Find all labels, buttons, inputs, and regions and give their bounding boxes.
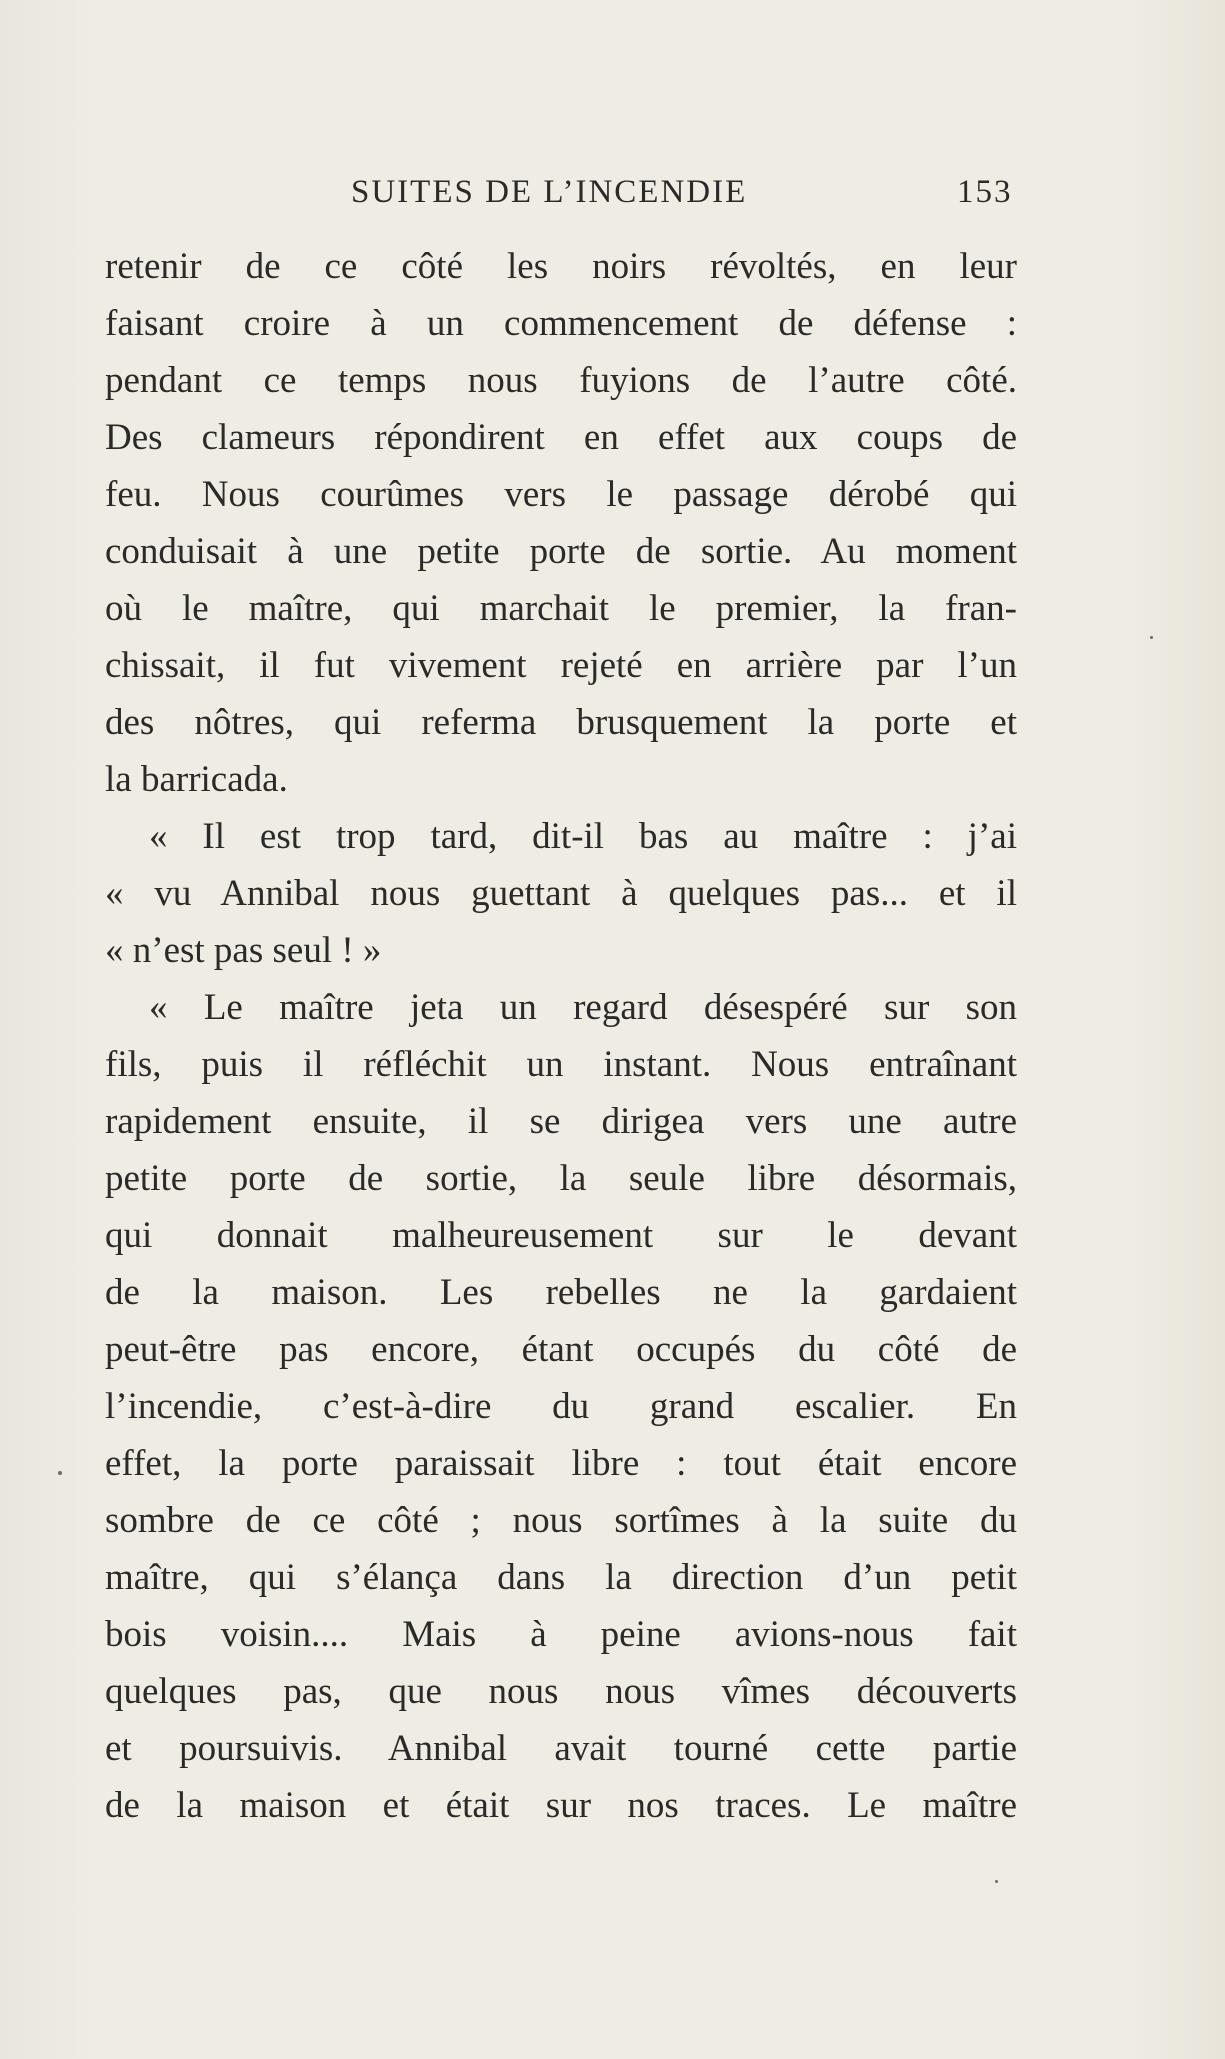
text-line: fils, puis il réfléchit un instant. Nous entraînant — [105, 1044, 1017, 1085]
text-line: où le maître, qui marchait le premier, la fran- — [105, 588, 1017, 629]
text-line: maître, qui s’élança dans la direction d’un petit — [105, 1557, 1017, 1598]
text-line: de la maison. Les rebelles ne la gardaient — [105, 1272, 1017, 1313]
running-title: SUITES DE L’INCENDIE — [351, 174, 748, 210]
body-text — [105, 238, 1017, 1834]
text-line: de la maison et était sur nos traces. Le maître — [105, 1785, 1017, 1826]
text-line: effet, la porte paraissait libre : tout était encore — [105, 1443, 1017, 1484]
text-line: Des clameurs répondirent en effet aux coups de — [105, 417, 1017, 458]
text-line: faisant croire à un commencement de défense : — [105, 303, 1017, 344]
text-line: rapidement ensuite, il se dirigea vers une autre — [105, 1101, 1017, 1142]
text-line: bois voisin.... Mais à peine avions-nous fait — [105, 1614, 1017, 1655]
text-line: qui donnait malheureusement sur le devant — [105, 1215, 1017, 1256]
text-line: conduisait à une petite porte de sortie. Au moment — [105, 531, 1017, 572]
text-line: l’incendie, c’est-à-dire du grand escalier. En — [105, 1386, 1017, 1427]
text-line: « Il est trop tard, dit-il bas au maître : j’ai — [149, 816, 1017, 857]
running-header — [0, 174, 1225, 224]
text-line: peut-être pas encore, étant occupés du côté de — [105, 1329, 1017, 1370]
paper-speck — [58, 1471, 62, 1475]
text-line: petite porte de sortie, la seule libre désormais, — [105, 1158, 1017, 1199]
paper-speck — [995, 1880, 998, 1883]
text-line: sombre de ce côté ; nous sortîmes à la suite du — [105, 1500, 1017, 1541]
text-line: « n’est pas seul ! » — [105, 930, 382, 971]
text-line: « vu Annibal nous guettant à quelques pas... et il — [105, 873, 1017, 914]
text-line: et poursuivis. Annibal avait tourné cette partie — [105, 1728, 1017, 1769]
text-line: feu. Nous courûmes vers le passage dérobé qui — [105, 474, 1017, 515]
paper-speck — [1150, 636, 1153, 639]
text-line: retenir de ce côté les noirs révoltés, en leur — [105, 246, 1017, 287]
text-line: « Le maître jeta un regard désespéré sur son — [149, 987, 1017, 1028]
text-line: pendant ce temps nous fuyions de l’autre côté. — [105, 360, 1017, 401]
text-line: chissait, il fut vivement rejeté en arrière par l’un — [105, 645, 1017, 686]
text-line: quelques pas, que nous nous vîmes découverts — [105, 1671, 1017, 1712]
text-line: la barricada. — [105, 759, 288, 800]
text-line: des nôtres, qui referma brusquement la porte et — [105, 702, 1017, 743]
page-number: 153 — [957, 174, 1013, 210]
